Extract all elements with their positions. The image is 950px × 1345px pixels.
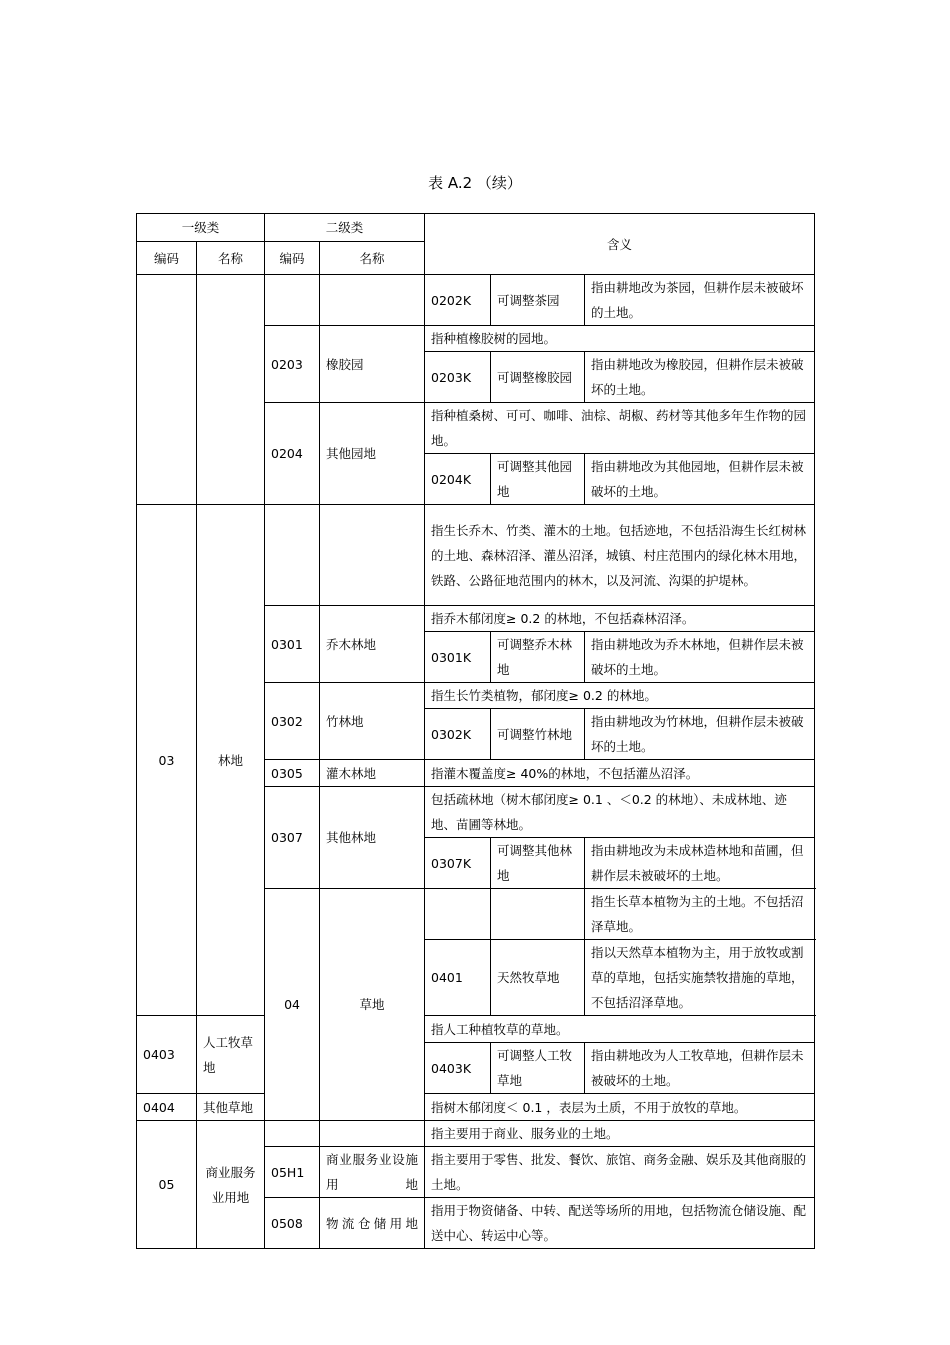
level1-name-cell: [197, 275, 265, 505]
land-classification-table: [136, 213, 815, 1249]
meaning-cell: 指用于物资储备、中转、配送等场所的用地，包括物流仓储设施、配送中心、转运中心等。: [425, 1198, 815, 1249]
level2-name-cell: 乔木林地: [320, 606, 425, 683]
sub-meaning-cell: 指由耕地改为其他园地，但耕作层未被破坏的土地。: [585, 454, 815, 505]
level2-code-cell: 0302: [265, 683, 320, 760]
level2-code-header: 编码: [265, 242, 320, 275]
sub-name-cell: 可调整竹林地: [491, 709, 585, 760]
level2-name-cell: [320, 505, 425, 606]
level2-code-cell: 0301: [265, 606, 320, 683]
level2-code-cell: 0307: [265, 787, 320, 889]
sub-meaning-cell: 指由耕地改为橡胶园，但耕作层未被破坏的土地。: [585, 352, 815, 403]
sub-code-cell: 0203K: [425, 352, 491, 403]
sub-meaning-cell: 指由耕地改为未成林造林地和苗圃，但耕作层未被破坏的土地。: [585, 838, 815, 889]
sub-code-cell: 0204K: [425, 454, 491, 505]
meaning-cell: 指乔木郁闭度≥ 0.2 的林地，不包括森林沼泽。: [425, 606, 815, 632]
level2-name-cell: 天然牧草地: [491, 940, 585, 1016]
level2-code-cell: 0204: [265, 403, 320, 505]
sub-name-cell: 可调整橡胶园: [491, 352, 585, 403]
sub-name-cell: 可调整茶园: [491, 275, 585, 326]
sub-meaning-cell: 指由耕地改为人工牧草地，但耕作层未被破坏的土地。: [585, 1043, 815, 1094]
level1-code-cell: 03: [137, 505, 197, 1016]
table-row: [137, 275, 815, 326]
level2-code-cell: [265, 275, 320, 326]
sub-meaning-cell: 指由耕地改为茶园，但耕作层未被破坏的土地。: [585, 275, 815, 326]
level1-name-cell: 草地: [320, 889, 425, 1121]
meaning-cell: 指种植桑树、可可、咖啡、油棕、胡椒、药材等其他多年生作物的园地。: [425, 403, 815, 454]
level1-code-header: 编码: [137, 242, 197, 275]
meaning-cell: 指主要用于商业、服务业的土地。: [425, 1121, 815, 1147]
level2-code-cell: 05H1: [265, 1147, 320, 1198]
level2-header: 二级类: [265, 214, 425, 242]
level2-name-cell: 其他草地: [197, 1094, 265, 1121]
level2-name-cell: [320, 1121, 425, 1147]
level1-name-cell: 林地: [197, 505, 265, 1016]
level2-code-cell: [265, 1121, 320, 1147]
level2-name-cell: 橡胶园: [320, 326, 425, 403]
meaning-cell: 包括疏林地（树木郁闭度≥ 0.1 、＜0.2 的林地）、未成林地、迹地、苗圃等林地。: [425, 787, 815, 838]
level2-code-cell: [425, 889, 491, 940]
meaning-cell: 指种植橡胶树的园地。: [425, 326, 815, 352]
sub-code-cell: 0403K: [425, 1043, 491, 1094]
sub-name-cell: 可调整乔木林地: [491, 632, 585, 683]
table-row: [137, 1121, 815, 1147]
level1-header: 一级类: [137, 214, 265, 242]
level2-name-cell: 竹林地: [320, 683, 425, 760]
sub-code-cell: 0202K: [425, 275, 491, 326]
sub-code-cell: 0307K: [425, 838, 491, 889]
level2-name-cell: 其他园地: [320, 403, 425, 505]
sub-meaning-cell: 指由耕地改为竹林地，但耕作层未被破坏的土地。: [585, 709, 815, 760]
level2-code-cell: 0203: [265, 326, 320, 403]
sub-code-cell: 0302K: [425, 709, 491, 760]
meaning-cell: 指主要用于零售、批发、餐饮、旅馆、商务金融、娱乐及其他商服的土地。: [425, 1147, 815, 1198]
sub-code-cell: 0301K: [425, 632, 491, 683]
level1-code-cell: [137, 275, 197, 505]
sub-name-cell: 可调整人工牧草地: [491, 1043, 585, 1094]
level2-code-cell: 0404: [137, 1094, 197, 1121]
table-row: [137, 505, 815, 606]
level2-name-cell: 其他林地: [320, 787, 425, 889]
sub-name-cell: 可调整其他林地: [491, 838, 585, 889]
meaning-cell: 指生长草本植物为主的土地。不包括沼泽草地。: [585, 889, 815, 940]
meaning-cell: 指生长乔木、竹类、灌木的土地。包括迹地，不包括沿海生长红树林的土地、森林沼泽、灌丛沼泽，城镇、村庄范围内的绿化林木用地，铁路、公路征地范围内的林木，以及河流、沟渠的护堤林。: [425, 505, 815, 606]
level2-code-cell: 0508: [265, 1198, 320, 1249]
level1-code-cell: 04: [265, 889, 320, 1121]
table-row: [137, 1016, 815, 1043]
sub-name-cell: 可调整其他园地: [491, 454, 585, 505]
meaning-cell: 指灌木覆盖度≥ 40%的林地，不包括灌丛沼泽。: [425, 760, 815, 787]
level2-code-cell: 0403: [137, 1016, 197, 1094]
level2-name-cell: 灌木林地: [320, 760, 425, 787]
sub-meaning-cell: 指由耕地改为乔木林地，但耕作层未被破坏的土地。: [585, 632, 815, 683]
level2-name-cell: 物流仓储用地: [320, 1198, 425, 1249]
meaning-cell: 指树木郁闭度＜ 0.1 ，表层为土质，不用于放牧的草地。: [425, 1094, 815, 1121]
level1-code-cell: 05: [137, 1121, 197, 1249]
level2-name-cell: 商业服务业设施用地: [320, 1147, 425, 1198]
meaning-cell: 指生长竹类植物，郁闭度≥ 0.2 的林地。: [425, 683, 815, 709]
meaning-cell: 指人工种植牧草的草地。: [425, 1016, 815, 1043]
header-row-1: [137, 214, 815, 242]
meaning-cell: 指以天然草本植物为主，用于放牧或割草的草地，包括实施禁牧措施的草地，不包括沼泽草地。: [585, 940, 815, 1016]
meaning-header: 含义: [425, 214, 815, 275]
level2-code-cell: 0305: [265, 760, 320, 787]
level2-name-cell: [320, 275, 425, 326]
level1-name-header: 名称: [197, 242, 265, 275]
level2-code-cell: 0401: [425, 940, 491, 1016]
level2-name-header: 名称: [320, 242, 425, 275]
table-row: [137, 1094, 815, 1121]
table-title: 表 A.2 （续）: [428, 174, 522, 192]
level2-code-cell: [265, 505, 320, 606]
level2-name-cell: 人工牧草地: [197, 1016, 265, 1094]
level1-name-cell: 商业服务业用地: [197, 1121, 265, 1249]
level2-name-cell: [491, 889, 585, 940]
